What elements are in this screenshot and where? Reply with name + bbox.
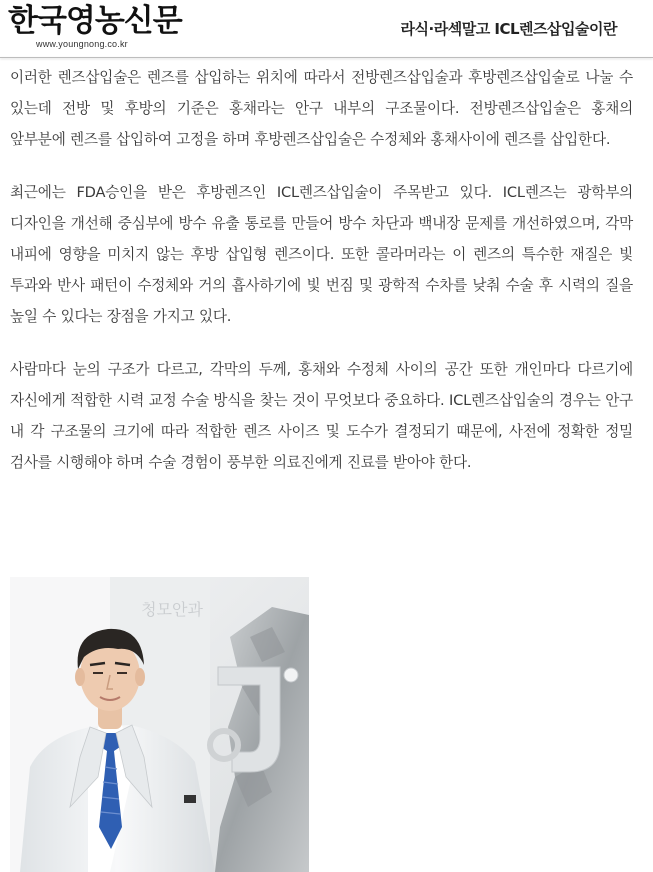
- doctor-photo: [10, 577, 309, 872]
- site-logo[interactable]: [8, 4, 182, 49]
- article-header-title: 라식·라섹말고 ICL렌즈삽입술이란: [400, 20, 617, 38]
- doctor-ear-left: [75, 668, 85, 686]
- wall-sign-text: 청모안과: [141, 600, 203, 619]
- doctor-ear-right: [135, 668, 145, 686]
- article-paragraph-2: 최근에는 FDA승인을 받은 후방렌즈인 ICL렌즈삽입술이 주목받고 있다. ICL렌즈는 광학부의 디자인을 개선해 중심부에 방수 유출 통로를 만들어 방수 차단과 백내장 문제를 개선하였으며, 각막 내피에 영향을 미치지 않는 후방 삽입형 렌즈이다. 또한 콜라머라는 이 렌즈의 특수한 재질은 빛 투과와 반사 패턴이 수정체와 거의 흡사하기에 빛 번짐 및 광학적 수차를 낮춰 수술 후 시력의 질을 높일 수 있다는 장점을 가지고 있다.: [10, 184, 633, 325]
- site-header: [0, 0, 653, 57]
- coat-badge: [184, 795, 196, 803]
- header-divider: [0, 57, 653, 58]
- logo-url: www.youngnong.co.kr: [36, 39, 128, 49]
- logo-dot: [284, 668, 298, 682]
- doctor-photo-illustration: [10, 577, 309, 872]
- article-paragraph-1: 이러한 렌즈삽입술은 렌즈를 삽입하는 위치에 따라서 전방렌즈삽입술과 후방렌즈삽입술로 나눌 수 있는데 전방 및 후방의 기준은 홍채라는 안구 내부의 구조물이다. 전방렌즈삽입술은 홍채의 앞부분에 렌즈를 삽입하여 고정을 하며 후방렌즈삽입술은 수정체와 홍채사이에 렌즈를 삽입한다.: [10, 69, 633, 148]
- logo-text: 한국영농신문: [8, 3, 182, 39]
- article-body: [10, 62, 633, 500]
- article-paragraph-3: 사람마다 눈의 구조가 다르고, 각막의 두께, 홍채와 수정체 사이의 공간 또한 개인마다 다르기에 자신에게 적합한 시력 교정 수술 방식을 찾는 것이 무엇보다 중요하다. ICL렌즈삽입술의 경우는 안구 내 각 구조물의 크기에 따라 적합한 렌즈 사이즈 및 도수가 결정되기 때문에, 사전에 정확한 정밀 검사를 시행해야 하며 수술 경험이 풍부한 의료진에게 진료를 받아야 한다.: [10, 361, 633, 471]
